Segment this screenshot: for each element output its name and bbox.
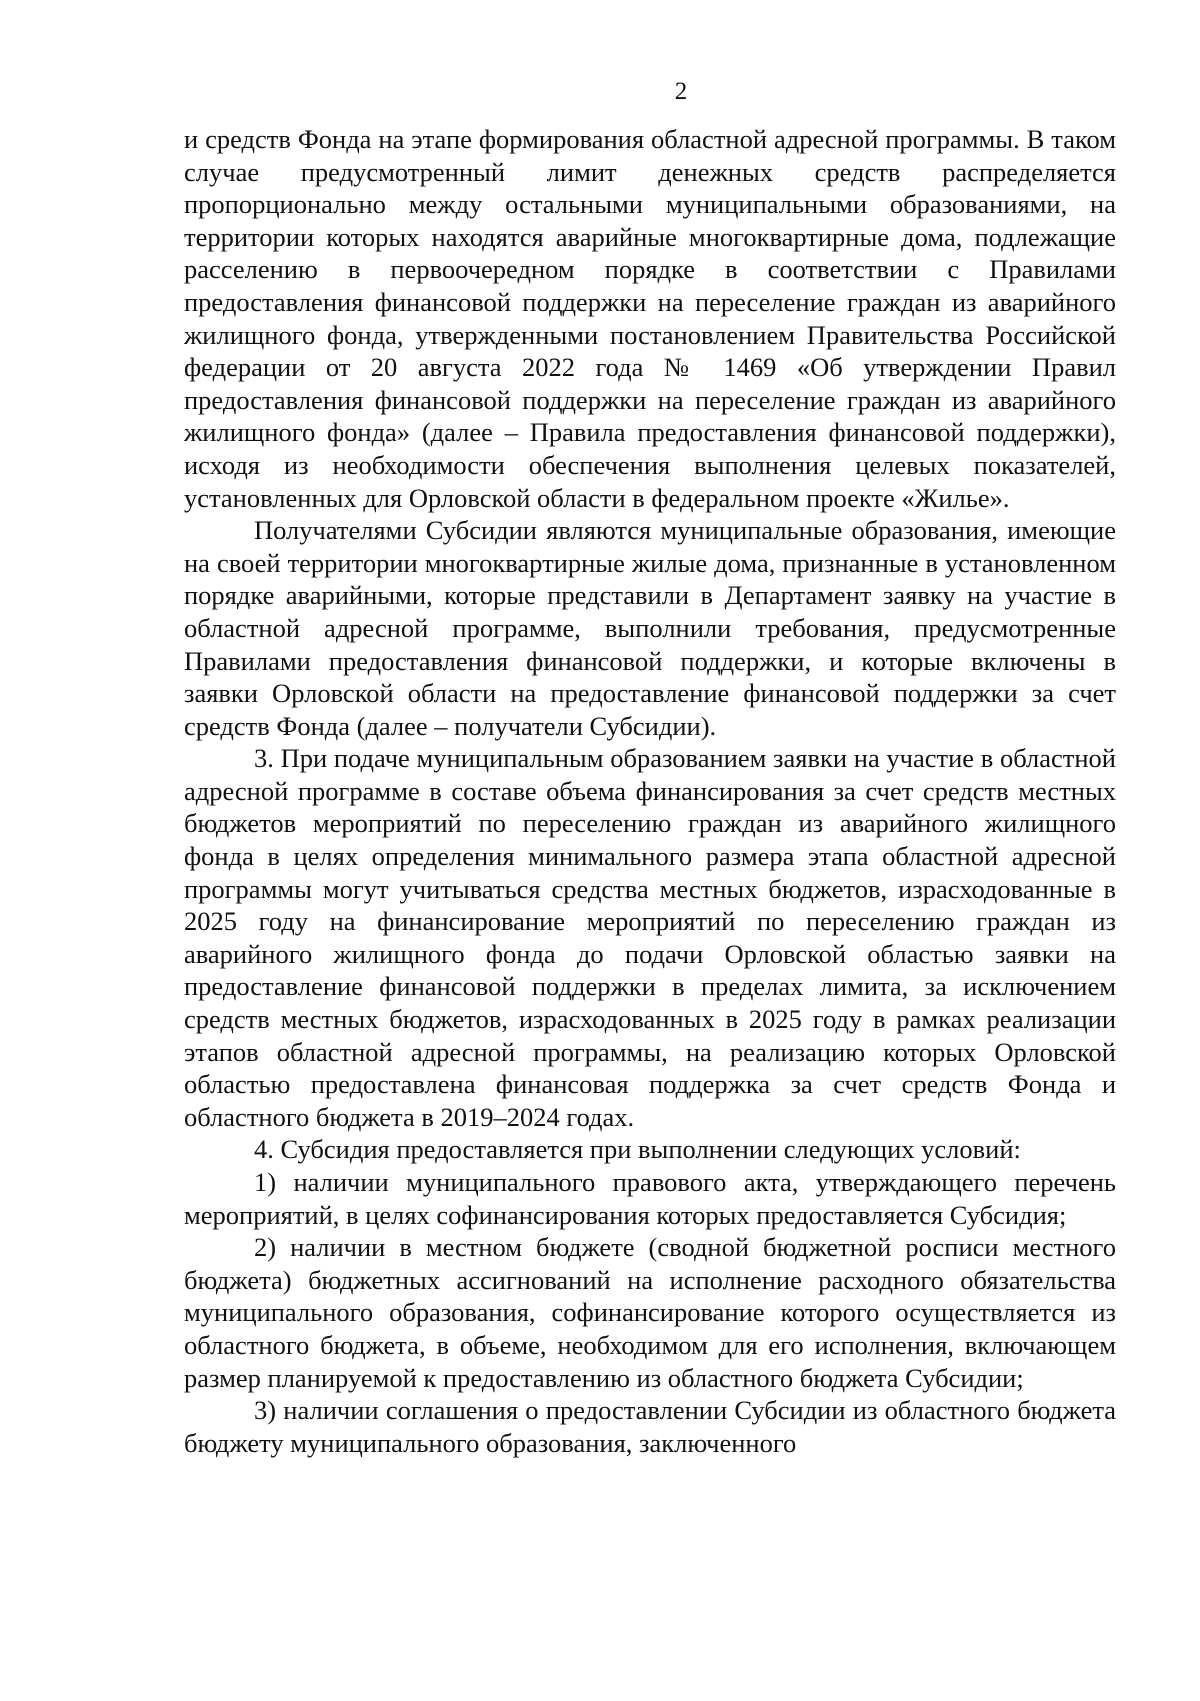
document-body [184,123,1116,1459]
paragraph-continuation: и средств Фонда на этапе формирования областной адресной программы. В таком случае предусмотренный лимит денежных средств распределяется пропорционально между остальными муниципальными образованиями, на территории которых находятся аварийные многоквартирные дома, подлежащие расселению в первоочередном порядке в соответствии с Правилами предоставления финансовой поддержки на переселение граждан из аварийного жилищного фонда, утвержденными постановлением Правительства Российской федерации от 20 августа 2022 года № 1469 «Об утверждении Правил предоставления финансовой поддержки на переселение граждан из аварийного жилищного фонда» (далее – Правила предоставления финансовой поддержки), исходя из необходимости обеспечения выполнения целевых показателей, установленных для Орловской области в федеральном проекте «Жилье». [184,124,1116,513]
paragraph-item-3: 3. При подаче муниципальным образованием заявки на участие в областной адресной программе в составе объема финансирования за счет средств местных бюджетов мероприятий по переселению граждан из аварийного жилищного фонда в целях определения минимального размера этапа областной адресной программы могут учитываться средства местных бюджетов, израсходованные в 2025 году на финансирование мероприятий по переселению граждан из аварийного жилищного фонда до подачи Орловской областью заявки на предоставление финансовой поддержки в пределах лимита, за исключением средств местных бюджетов, израсходованных в 2025 году в рамках реализации этапов областной адресной программы, на реализацию которых Орловской областью предоставлена финансовая поддержка за счет средств Фонда и областного бюджета в 2019–2024 годах. [184,743,1116,1132]
paragraph-recipients: Получателями Субсидии являются муниципальные образования, имеющие на своей территории многоквартирные жилые дома, признанные в установленном порядке аварийными, которые представили в Департамент заявку на участие в областной адресной программе, выполнили требования, предусмотренные Правилами предоставления финансовой поддержки, и которые включены в заявки Орловской области на предоставление финансовой поддержки за счет средств Фонда (далее – получатели Субсидии). [184,515,1116,741]
paragraph-condition-1: 1) наличии муниципального правового акта, утверждающего перечень мероприятий, в целях софинансирования которых предоставляется Субсидия; [184,1167,1116,1230]
paragraph-item-4: 4. Субсидия предоставляется при выполнении следующих условий: [254,1134,1021,1165]
paragraph-condition-2: 2) наличии в местном бюджете (сводной бюджетной росписи местного бюджета) бюджетных ассигнований на исполнение расходного обязательства муниципального образования, софинансирование которого осуществляется из областного бюджета, в объеме, необходимом для его исполнения, включающем размер планируемой к предоставлению из областного бюджета Субсидии; [184,1232,1116,1393]
paragraph-condition-3: 3) наличии соглашения о предоставлении Субсидии из областного бюджета бюджету муниципального образования, заключенного [184,1395,1116,1458]
page-number: 2 [674,78,688,105]
